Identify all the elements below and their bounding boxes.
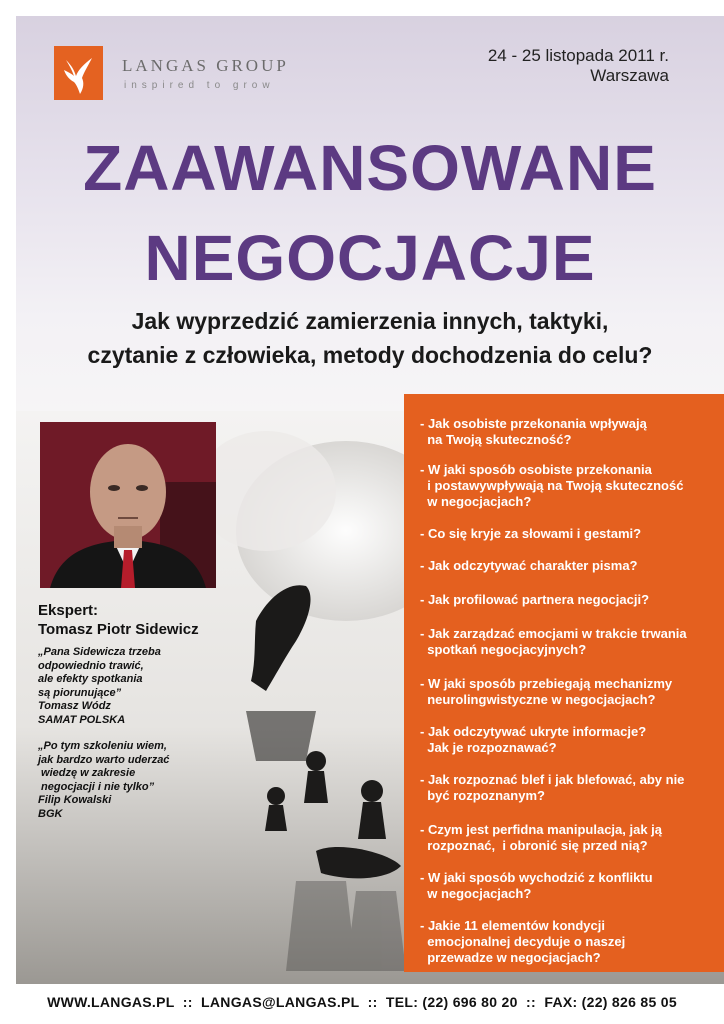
question-item: - Jak profilować partnera negocjacji? [420,592,650,607]
subtitle-line-1: Jak wyprzedzić zamierzenia innych, taktyki, [131,308,609,334]
subtitle-line-2: czytanie z człowieka, metody dochodzenia do celu? [87,342,653,368]
question-item: - Jak zarządzać emocjami w trakcie trwania spotkań negocjacyjnych? [420,626,687,657]
testimonial [38,740,169,821]
question-item: - W jaki sposób wychodzić z konfliktu w negocjacjach? [420,870,653,901]
logo-tagline: inspired to grow [124,80,275,91]
expert-photo [40,422,216,588]
logo [54,46,103,100]
quote-line: ale efekty spotkania [38,673,143,685]
bird-logo-icon [54,46,103,100]
quote-author: Filip Kowalski [38,794,112,806]
quote-line: wiedzę w zakresie [38,767,136,779]
question-item: - Jak rozpoznać blef i jak blefować, aby nie być rozpoznanym? [420,772,685,803]
title-line-1: ZAAWANSOWANE [83,132,657,204]
title-line-2: NEGOCJACJE [144,222,596,294]
question-item: - Jak osobiste przekonania wpływają na Twoją skuteczność? [420,416,647,447]
quote-line: jak bardzo warto uderzać [38,753,170,766]
testimonial [38,646,161,727]
logo-name: LANGAS GROUP [122,56,289,75]
event-city: Warszawa [590,66,669,85]
quote-line: negocjacji i nie tylko” [38,780,155,793]
poster [16,16,724,984]
question-item: - W jaki sposób osobiste przekonania i postawywpływają na Twoją skuteczność w negocjacjach? [420,462,684,509]
expert-name: Tomasz Piotr Sidewicz [38,621,199,638]
contact-footer: WWW.LANGAS.PL :: LANGAS@LANGAS.PL :: TEL: (22) 696 80 20 :: FAX: (22) 826 85 05 [47,994,677,1010]
quote-company: SAMAT POLSKA [38,713,126,726]
question-item: - W jaki sposób przebiegają mechanizmy neurolingwistyczne w negocjacjach? [420,676,673,707]
event-info [488,46,669,86]
quote-line: „Pana Sidewicza trzeba [38,646,161,658]
question-item: - Jak odczytywać charakter pisma? [420,558,638,573]
question-item: - Czym jest perfidna manipulacja, jak ją rozpoznać, i obronić się przed nią? [420,822,663,853]
question-item: - Co się kryje za słowami i gestami? [420,526,642,541]
expert-block [38,601,199,639]
question-item: - Jakie 11 elementów kondycji emocjonalnej decyduje o naszej przewadze w negocjacjach? [420,918,626,965]
quote-author: Tomasz Wódz [38,700,111,712]
quote-line: są piorunujące” [38,686,122,699]
quote-line: „Po tym szkoleniu wiem, [38,740,167,752]
quote-company: BGK [38,807,63,820]
question-item: - Jak odczytywać ukryte informacje? Jak je rozpoznawać? [420,724,647,755]
event-date: 24 - 25 listopada 2011 r. [487,46,669,65]
questions-panel [404,394,724,972]
quote-line: odpowiednio trawić, [38,659,144,672]
expert-label: Ekspert: [38,602,99,619]
